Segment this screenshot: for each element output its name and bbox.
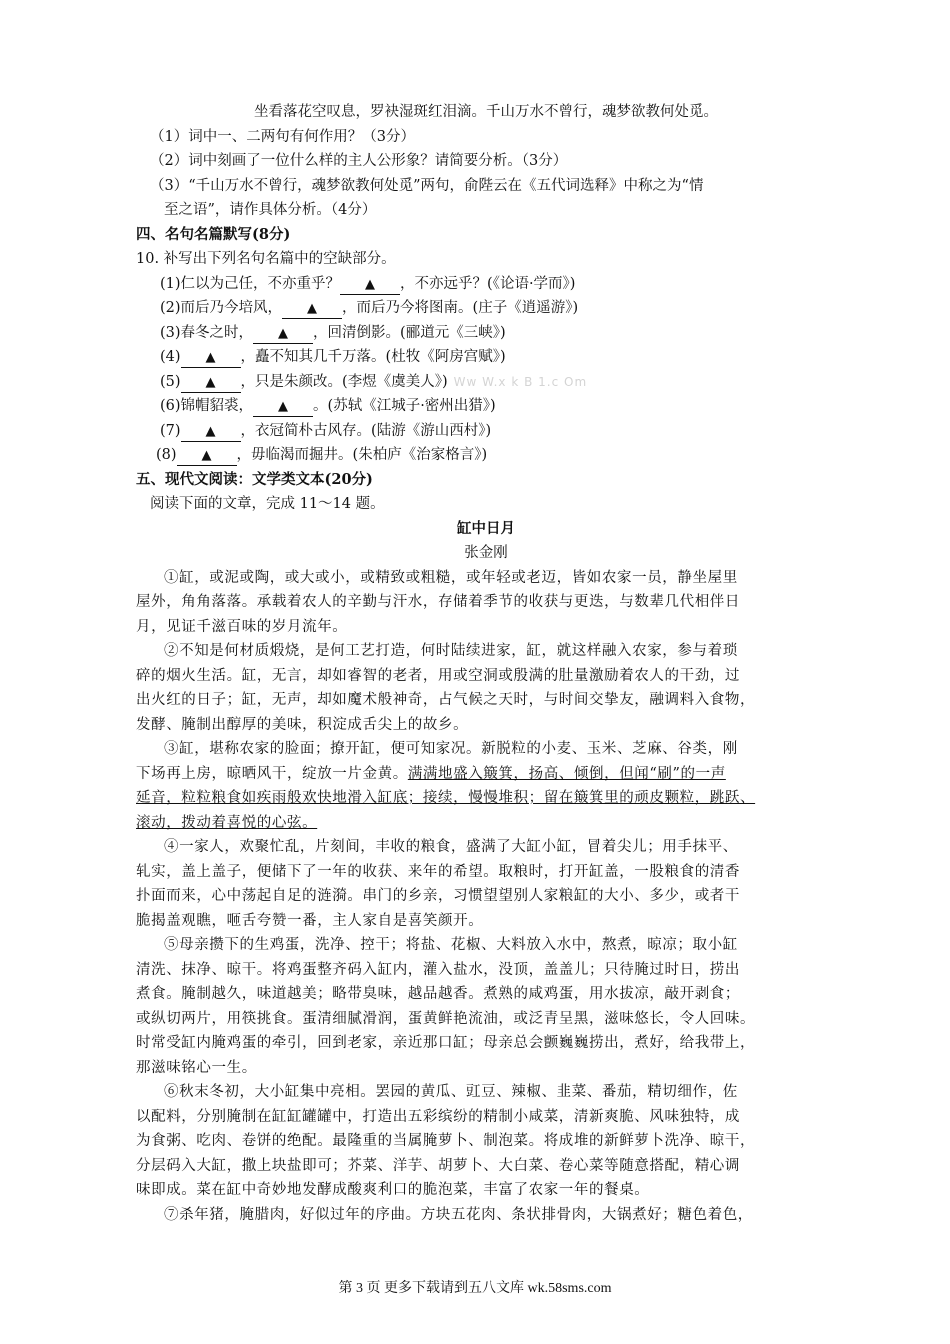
fill-item-prefix: (3)春冬之时， (160, 324, 254, 341)
article-line (136, 860, 836, 885)
fill-item-prefix: (5) (160, 373, 181, 390)
article-line (136, 590, 836, 615)
fill-item-5 (136, 370, 836, 395)
article-text: 出火红的日子；缸，无声，却如魔术般神奇，占气候之天时，与时间交挚友，融调料入食物， (136, 692, 756, 708)
article-line (136, 982, 836, 1007)
fill-item-1 (136, 272, 836, 297)
article-line (136, 909, 836, 934)
fill-item-suffix: ，不亦远乎？(《论语·学而》) (400, 275, 576, 292)
fill-item-prefix: (8) (156, 447, 177, 463)
article-text: 清洗、抹净、晾干。将鸡蛋整齐码入缸内，灌入盐水，没顶，盖盖儿；只待腌过时日，捞出 (136, 961, 740, 978)
article-author: 张金刚 (464, 545, 508, 561)
article-line (136, 811, 836, 836)
article-line (136, 958, 836, 983)
article-line (136, 713, 836, 738)
fill-item-suffix: ，而后乃今将图南。(庄子《逍遥游》) (342, 300, 579, 316)
answer-blank: ▲ (282, 300, 342, 319)
fill-in-list (136, 272, 836, 468)
watermark-text: Ww W.x k B 1.c Om (453, 374, 588, 389)
article-line (136, 933, 836, 958)
article-line (136, 639, 836, 664)
article-text: 扑面而来，心中荡起自足的涟漪。串门的乡亲，习惯望望别人家粮缸的大小、多少，或者干 (136, 888, 740, 904)
article-text: 分层码入大缸，撒上块盐即可；芥菜、洋芋、胡萝卜、大白菜、卷心菜等随意搭配，精心调 (136, 1157, 740, 1174)
page-content (136, 100, 836, 1227)
poem-tail: 坐看落花空叹息，罗袂湿斑红泪滴。千山万水不曾行，魂梦欲教何处觅。 (254, 104, 718, 120)
answer-blank: ▲ (253, 325, 313, 344)
article-text: 或纵切两片，用筷挑食。蛋清细腻滑润，蛋黄鲜艳流油，或泛青呈黑，滋味悠长，令人回味。 (136, 1010, 756, 1027)
article-line (136, 835, 836, 860)
article-line (136, 737, 836, 762)
article-line (136, 1129, 836, 1154)
answer-blank: ▲ (181, 374, 241, 393)
article-title: 缸中日月 (457, 519, 515, 537)
article-text: 为食粥、吃肉、卷饼的绝配。最隆重的当属腌萝卜、制泡菜。将成堆的新鲜萝卜洗净、晾干， (136, 1133, 756, 1149)
fill-item-suffix: ，矗不知其几千万落。(杜牧《阿房宫赋》) (240, 349, 506, 365)
answer-blank: ▲ (181, 349, 241, 368)
article-text: 脆揭盖观瞧，咂舌夸赞一番，主人家自是喜笑颜开。 (136, 912, 484, 929)
article-text: 那滋味铭心一生。 (136, 1059, 257, 1076)
article-text: ④一家人，欢聚忙乱，片刻间，丰收的粮食，盛满了大缸小缸，冒着尖儿；用手抹平、 (164, 839, 738, 855)
article-text: ①缸，或泥或陶，或大或小，或精致或粗糙，或年轻或老迈，皆如农家一员，静坐屋里 (164, 569, 738, 586)
fill-item-prefix: (6)锦帽貂裘， (160, 398, 254, 414)
article-line (136, 1154, 836, 1179)
answer-blank: ▲ (253, 398, 313, 417)
fill-item-prefix: (4) (160, 349, 181, 365)
underlined-text: 延音，粒粒粮食如疾雨般欢快地滑入缸底；接续，慢慢堆积；留在簸箕里的顽皮颗粒，跳跃、 (136, 790, 756, 806)
article-text: 味即成。菜在缸中奇妙地发酵成酸爽利口的脆泡菜，丰富了农家一年的餐桌。 (136, 1182, 650, 1198)
article-line (136, 664, 836, 689)
question-10: 10. 补写出下列名句名篇中的空缺部分。 (136, 251, 396, 267)
article-text: 发酵、腌制出醇厚的美味，积淀成舌尖上的故乡。 (136, 716, 469, 733)
fill-item-6 (136, 394, 836, 419)
article-line (136, 884, 836, 909)
article-line (136, 566, 836, 591)
section-4-title: 四、名句名篇默写(8分) (136, 225, 291, 243)
article-line (136, 1105, 836, 1130)
fill-item-suffix: 。(苏轼《江城子·密州出猎》) (313, 398, 496, 414)
article-line (136, 615, 836, 640)
article-line (136, 1080, 836, 1105)
fill-item-prefix: (1)仁以为己任，不亦重乎？ (160, 275, 341, 292)
article-text: 时常受缸内腌鸡蛋的牵引，回到老家，亲近那口缸；母亲总会颤巍巍捞出，煮好，给我带上， (136, 1035, 756, 1051)
fill-item-suffix: ，毋临渴而掘井。(朱柏庐《治家格言》) (236, 447, 488, 463)
article-text: ⑦杀年猪，腌腊肉，好似过年的序曲。方块五花肉、条状排骨肉，大锅煮好；糖色着色， (164, 1206, 753, 1223)
article-text: 月，见证千滋百味的岁月流年。 (136, 618, 348, 635)
article-text: 碎的烟火生活。缸，无言，却如睿智的老者，用或空洞或殷满的肚量激励着农人的干劲，过 (136, 667, 740, 684)
article-text: 下场再上房，晾晒风干，绽放一片金黄。 (136, 765, 408, 782)
fill-item-8 (136, 443, 836, 468)
article-line (136, 688, 836, 713)
poem-question-1: （1）词中一、二两句有何作用？（3分） (150, 128, 415, 145)
page-footer: 第 3 页 更多下载请到五八文库 wk.58sms.com (338, 1281, 612, 1296)
answer-blank: ▲ (340, 276, 400, 295)
article-body (136, 566, 836, 1228)
article-line (136, 1031, 836, 1056)
poem-question-2: （2）词中刻画了一位什么样的主人公形象？请简要分析。（3分） (150, 153, 568, 169)
article-text: ⑥秋末冬初，大小缸集中亮相。罢园的黄瓜、豇豆、辣椒、韭菜、番茄，精切细作，佐 (164, 1084, 738, 1100)
fill-item-suffix: ，衣冠简朴古风存。(陆游《游山西村》) (240, 422, 492, 439)
article-text: ⑤母亲攒下的生鸡蛋，洗净、控干；将盐、花椒、大料放入水中，熬煮，晾凉；取小缸 (164, 937, 738, 953)
fill-item-prefix: (2)而后乃今培风， (160, 300, 283, 316)
fill-item-suffix: ，回清倒影。(郦道元《三峡》) (313, 324, 506, 341)
answer-blank: ▲ (181, 423, 241, 442)
article-line (136, 1056, 836, 1081)
article-text: ③缸，堪称农家的脸面；撩开缸，便可知家况。新脱粒的小麦、玉米、芝麻、谷类，刚 (164, 741, 738, 757)
fill-item-4 (136, 345, 836, 370)
article-text: 轧实，盖上盖子，便储下了一年的收获、来年的希望。取粮时，打开缸盖，一股粮食的清香 (136, 863, 740, 880)
poem-question-3-cont: 至之语”，请作具体分析。（4分） (164, 202, 377, 218)
fill-item-7 (136, 419, 836, 444)
article-text: ②不知是何材质煅烧，是何工艺打造，何时陆续进家，缸，就这样融入农家，参与着琐 (164, 643, 738, 659)
answer-blank: ▲ (177, 447, 237, 466)
article-line (136, 1007, 836, 1032)
article-line (136, 762, 836, 787)
fill-item-prefix: (7) (160, 422, 181, 439)
underlined-text: 滚动，拨动着喜悦的心弦。 (136, 814, 318, 831)
article-line (136, 786, 836, 811)
article-line (136, 1203, 836, 1228)
fill-item-suffix: ，只是朱颜改。(李煜《虞美人》) (240, 373, 448, 390)
article-text: 煮食。腌制越久，味道越美；略带臭味，越品越香。煮熟的咸鸡蛋，用水拔凉，敲开剥食； (136, 986, 740, 1002)
article-text: 以配料，分别腌制在缸缸罐罐中，打造出五彩缤纷的精制小咸菜，清新爽脆、风味独特，成 (136, 1108, 740, 1125)
fill-item-2 (136, 296, 836, 321)
article-line (136, 1178, 836, 1203)
fill-item-3 (136, 321, 836, 346)
section-5-title: 五、现代文阅读：文学类文本(20分) (136, 470, 373, 488)
reading-instruction: 阅读下面的文章，完成 11～14 题。 (150, 496, 385, 512)
article-text: 屋外，角角落落。承载着农人的辛勤与汗水，存储着季节的收获与更迭，与数辈几代相伴日 (136, 594, 740, 610)
poem-question-3: （3）“千山万水不曾行，魂梦欲教何处觅”两句，俞陛云在《五代词选释》中称之为“情 (150, 177, 704, 194)
underlined-text: 满满地盛入簸箕，扬高、倾倒，但闻“刷”的一声 (407, 765, 726, 782)
